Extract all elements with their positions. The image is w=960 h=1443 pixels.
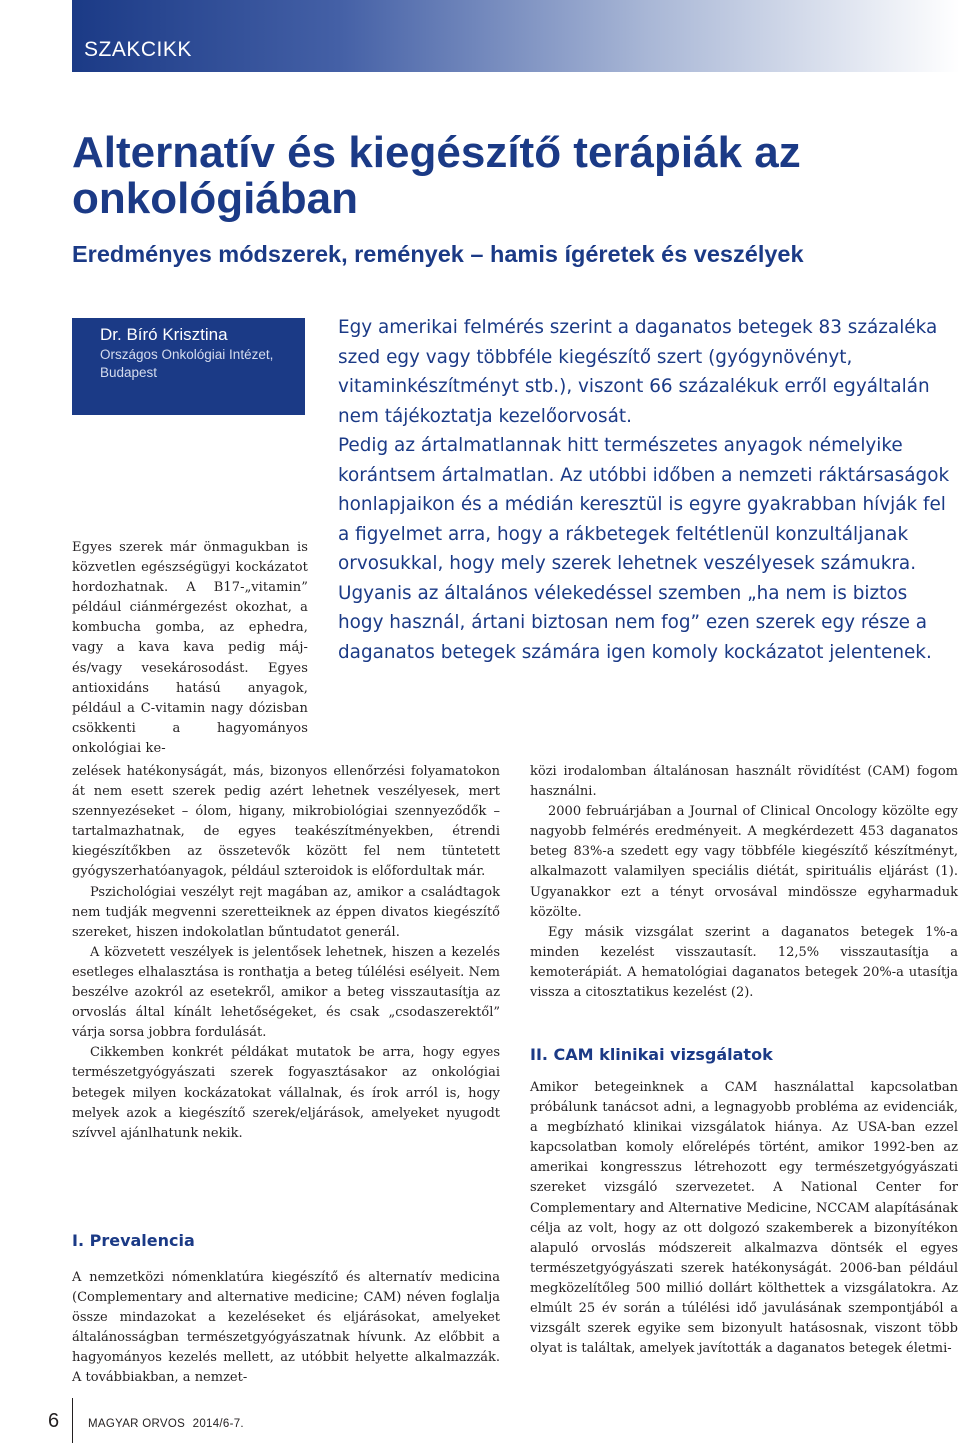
body-paragraph: A közvetett veszélyek is jelentősek lehetnek, hiszen a kezelés esetleges elhalasztása is ronthatja a beteg túlélési esélyeit. Nem beszélve azokról az esetekről, amikor a beteg visszautasítja az orvoslás által kínált lehetőségeket, és csak „csodaszerektől” várja sorsa jobbra fordulását. [72,944,500,1041]
section-heading-cam: II. CAM klinikai vizsgálatok [530,1045,773,1064]
article-title: Alternatív és kiegészítő terápiák az onkológiában [72,128,801,223]
body-paragraph: közi irodalomban általánosan használt rövidítést (CAM) fogom használni. [530,764,958,800]
author-name: Dr. Bíró Krisztina [100,325,228,344]
section-heading-prevalencia: I. Prevalencia [72,1231,195,1250]
journal-issue: 2014/6-7. [192,1418,244,1430]
article-subtitle: Eredményes módszerek, remények – hamis ígéretek és veszélyek [72,241,804,267]
footer-divider [72,1398,73,1443]
right-column-bottom [530,1078,958,1359]
author-affiliation: Országos Onkológiai Intézet, Budapest [100,347,274,380]
page-number: 6 [48,1410,60,1432]
body-paragraph: 2000 februárjában a Journal of Clinical Oncology közölte egy nagyobb felmérés eredményeit. A megkérdezett 453 daganatos beteg 83%-a szedett egy vagy többféle kiegészítő készítményt, alkalmazott valamilyen speciális diétát, spirituális eljárást (1). Ugyanakkor ezt a tényt orvosával mindössze egyharmaduk közölte. [530,804,958,920]
lead-paragraph: Pedig az ártalmatlannak hitt természetes anyagok némelyike korántsem ártalmatlan. Az utóbbi időben a nemzeti ráktársaságok honlapjaikon és a médián keresztül is egyre gyakrabban hívják fel a figyelmet arra, hogy a rákbetegek feltétlenül konzultáljanak orvosukkal, hogy mely szerek lehetnek veszélyesek számukra. Ugyanis az általános vélekedéssel szemben „ha nem is biztos hogy használ, ártani biztosan nem fog” ezen szerek egy része a daganatos betegek számára igen komoly kockázatot jelentenek. [338,435,950,663]
body-paragraph: A nemzetközi nómenklatúra kiegészítő és alternatív medicina (Complementary and alternative medicine; CAM) néven foglalja össze mindazokat a kezeléseket és eljárásokat, amelyeket általánosságban természetgyógyászatnak hívunk. Az előbbit a hagyományos kezelés mellett, az utóbbit helyette alkalmazzák. A továbbiakban, a nemzet- [72,1270,500,1386]
body-paragraph: Cikkemben konkrét példákat mutatok be arra, hogy egyes természetgyógyászati szerek fogyasztásakor az onkológiai betegek milyen kockázatokat vállalnak, és írok arról is, hogy melyek azok a kiegészítő szerek/eljárások, amelyeket nyugodt szívvel ajánlhatunk nekik. [72,1045,500,1141]
journal-footer [88,1418,244,1430]
sidebar-paragraph: Egyes szerek már önmagukban is közvetlen egészségügyi kockázatot hordozhatnak. A B17-„vitamin” például ciánmérgezést okozhat, a kombucha gomba, az ephedra, vagy a kava kava pedig máj- és/vagy vesekárosodást. Egyes antioxidáns hatású anyagok, például a C-vitamin nagy dózisban csökkenti a hagyományos onkológiai ke- [72,540,308,756]
body-paragraph: Pszichológiai veszélyt rejt magában az, amikor a családtagok nem tudják megvenni szeretteiknek az éppen divatos kiegészítő szereket, hiszen indokolatlan bűntudatot generál. [72,884,500,940]
right-column [530,762,958,1003]
lead-paragraph: Egy amerikai felmérés szerint a daganatos betegek 83 százaléka szed egy vagy többféle kiegészítő szert (gyógynövényt, vitaminkészítményt stb.), viszont 66 százalékuk erről egyáltalán nem tájékoztatja kezelőorvosát. [338,317,938,427]
section-banner [72,0,960,72]
left-column [72,762,500,1144]
lead-text [338,313,958,667]
body-paragraph: Egy másik vizsgálat szerint a daganatos betegek 1%-a minden kezelést visszautasít. 12,5% visszautasítja a kemoterápiát. A hematológiai daganatos betegek 20%-a utasítja vissza a citosztatikus kezelést (2). [530,924,958,1001]
body-paragraph: zelések hatékonyságát, más, bizonyos ellenőrzési folyamatokon át nem esett szerek pedig azért lehetnek veszélyesek, mert szennyezéseket – ólom, higany, mikrobiológiai szennyeződők – tartalmazhatnak, de egyes teakészítményekben, étrendi kiegészítőkben az összetevők között fel nem tüntetett gyógyszerhatóanyagok, például szteroidok is előfordultak már. [72,764,500,880]
left-column-bottom [72,1268,500,1389]
author-box [72,318,305,415]
section-label: SZAKCIKK [84,38,192,61]
journal-name: MAGYAR ORVOS [88,1418,186,1430]
body-paragraph: Amikor betegeinknek a CAM használattal kapcsolatban próbálunk tanácsot adni, a legnagyobb probléma az evidenciák, a megbízható klinikai vizsgálatok hiánya. Az USA-ban ezzel kapcsolatban komoly előrelépés történt, amikor 1992-ben az amerikai kongresszus létrehozott egy természetgyógyászati szereket vizsgáló szervezetet. A National Center for Complementary and Alternative Medicine, NCCAM alapításának célja az volt, hogy az ott dolgozó szakemberek a bizonyítékon alapuló orvoslás módszereit alkalmazva döntsék el egyes természetgyógyászati szerek hatékonyságát. 2006-ban például megközelítőleg 500 millió dollárt költhettek a vizsgálatokra. Az elmúlt 25 év során a túlélési idő javulásának szempontjából a vizsgált szerek egyike sem bizonyult hatásosnak, viszont több olyat is találtak, amelyek javították a daganatos betegek életmi- [530,1080,958,1357]
